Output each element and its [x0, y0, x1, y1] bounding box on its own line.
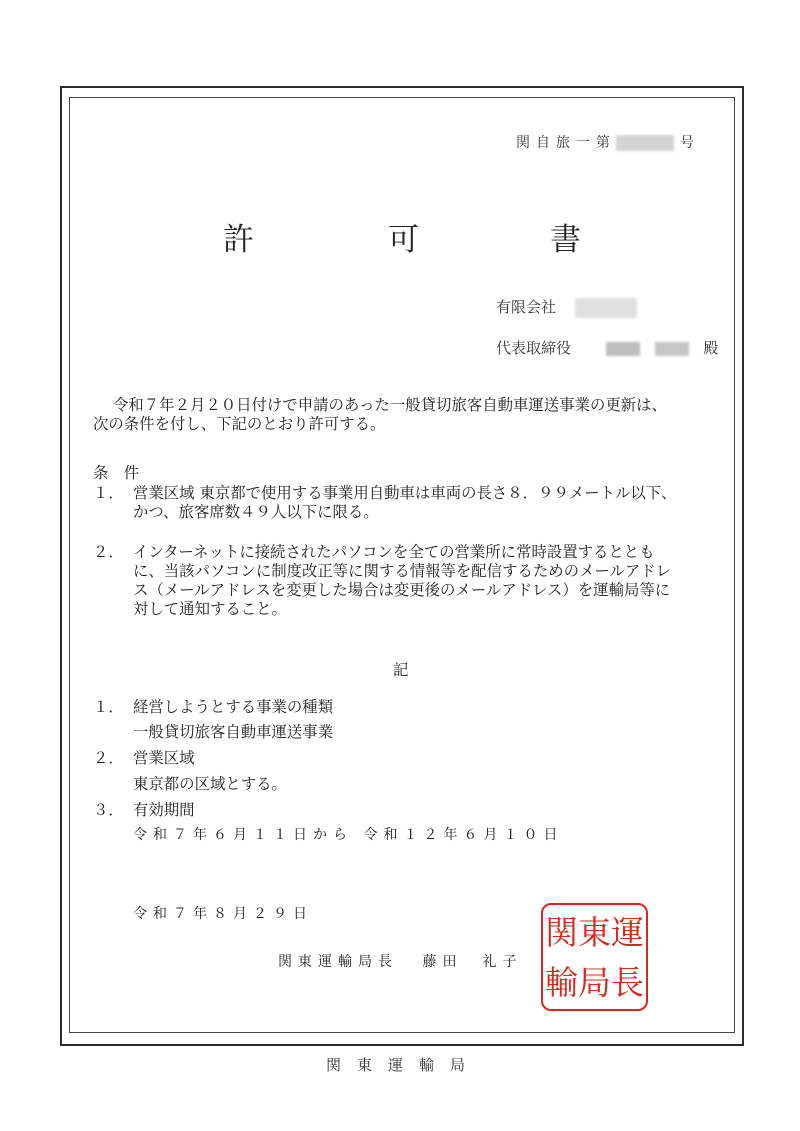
detail-1 — [93, 698, 333, 717]
condition-1 — [93, 484, 677, 503]
condition-2-line-4: 対して通知すること。 — [133, 600, 287, 618]
title-char-3: 書 — [550, 222, 581, 258]
intro-line-2: 次の条件を付し、下記のとおり許可する。 — [93, 415, 386, 433]
redacted-rep-surname — [606, 342, 640, 356]
issuer-title: 関東運輸局長 — [278, 954, 398, 970]
representative-line — [496, 337, 718, 358]
seal-char: 東 — [578, 912, 611, 952]
condition-1-line-1: 営業区域 東京都で使用する事業用自動車は車両の長さ８．９９メートル以下、 — [133, 484, 677, 502]
title-char-1: 許 — [223, 222, 254, 258]
ki-heading: 記 — [393, 661, 409, 679]
footer-issuer: 関東運輸局 — [326, 1056, 482, 1074]
issuer-name: 藤田 礼子 — [422, 954, 523, 970]
company-line — [496, 296, 637, 318]
issuer — [278, 953, 522, 972]
official-seal — [541, 903, 648, 1011]
document-number-suffix: 号 — [680, 135, 700, 151]
condition-2 — [93, 543, 655, 562]
issue-date: 令和７年８月２９日 — [133, 906, 313, 922]
detail-1-label: 経営しようとする事業の種類 — [133, 698, 334, 716]
detail-3-number: ３． — [93, 801, 124, 819]
detail-1-value: 一般貸切旅客自動車運送事業 — [133, 723, 334, 741]
redacted-rep-given-name — [655, 342, 689, 356]
condition-2-line-1: インターネットに接続されたパソコンを全ての営業所に常時設置するととも — [133, 543, 655, 561]
condition-1-number: １． — [93, 484, 124, 502]
condition-2-number: ２． — [93, 543, 124, 561]
detail-3 — [93, 801, 195, 820]
seal-char: 運 — [611, 912, 644, 952]
seal-char: 長 — [611, 962, 644, 1002]
seal-char: 局 — [578, 962, 611, 1002]
honorific: 殿 — [703, 339, 719, 357]
detail-2-value: 東京都の区域とする。 — [133, 775, 287, 793]
document-number — [516, 132, 700, 152]
title-char-2: 可 — [388, 222, 419, 258]
company-type: 有限会社 — [496, 298, 557, 316]
conditions-heading: 条 件 — [93, 464, 140, 482]
condition-1-line-2: かつ、旅客席数４９人以下に限る。 — [133, 503, 379, 521]
redacted-number — [616, 135, 674, 151]
detail-2-label: 営業区域 — [133, 749, 195, 767]
condition-2-line-3: ス（メールアドレスを変更した場合は変更後のメールアドレス）を運輸局等に — [133, 581, 671, 599]
seal-char: 輸 — [545, 962, 578, 1002]
detail-2 — [93, 749, 195, 768]
redacted-company-name — [575, 298, 637, 318]
seal-char: 関 — [545, 912, 578, 952]
document-number-prefix: 関自旅一第 — [516, 135, 616, 151]
detail-1-number: １． — [93, 698, 124, 716]
intro-line-1: 令和７年２月２０日付けで申請のあった一般貸切旅客自動車運送事業の更新は、 — [113, 396, 667, 414]
detail-3-label: 有効期間 — [133, 801, 195, 819]
detail-2-number: ２． — [93, 749, 124, 767]
detail-3-value: 令和７年６月１１日から 令和１２年６月１０日 — [133, 827, 564, 843]
condition-2-line-2: に、当該パソコンに制度改正等に関する情報等を配信するためのメールアドレ — [133, 562, 672, 580]
representative-title: 代表取締役 — [496, 339, 572, 357]
